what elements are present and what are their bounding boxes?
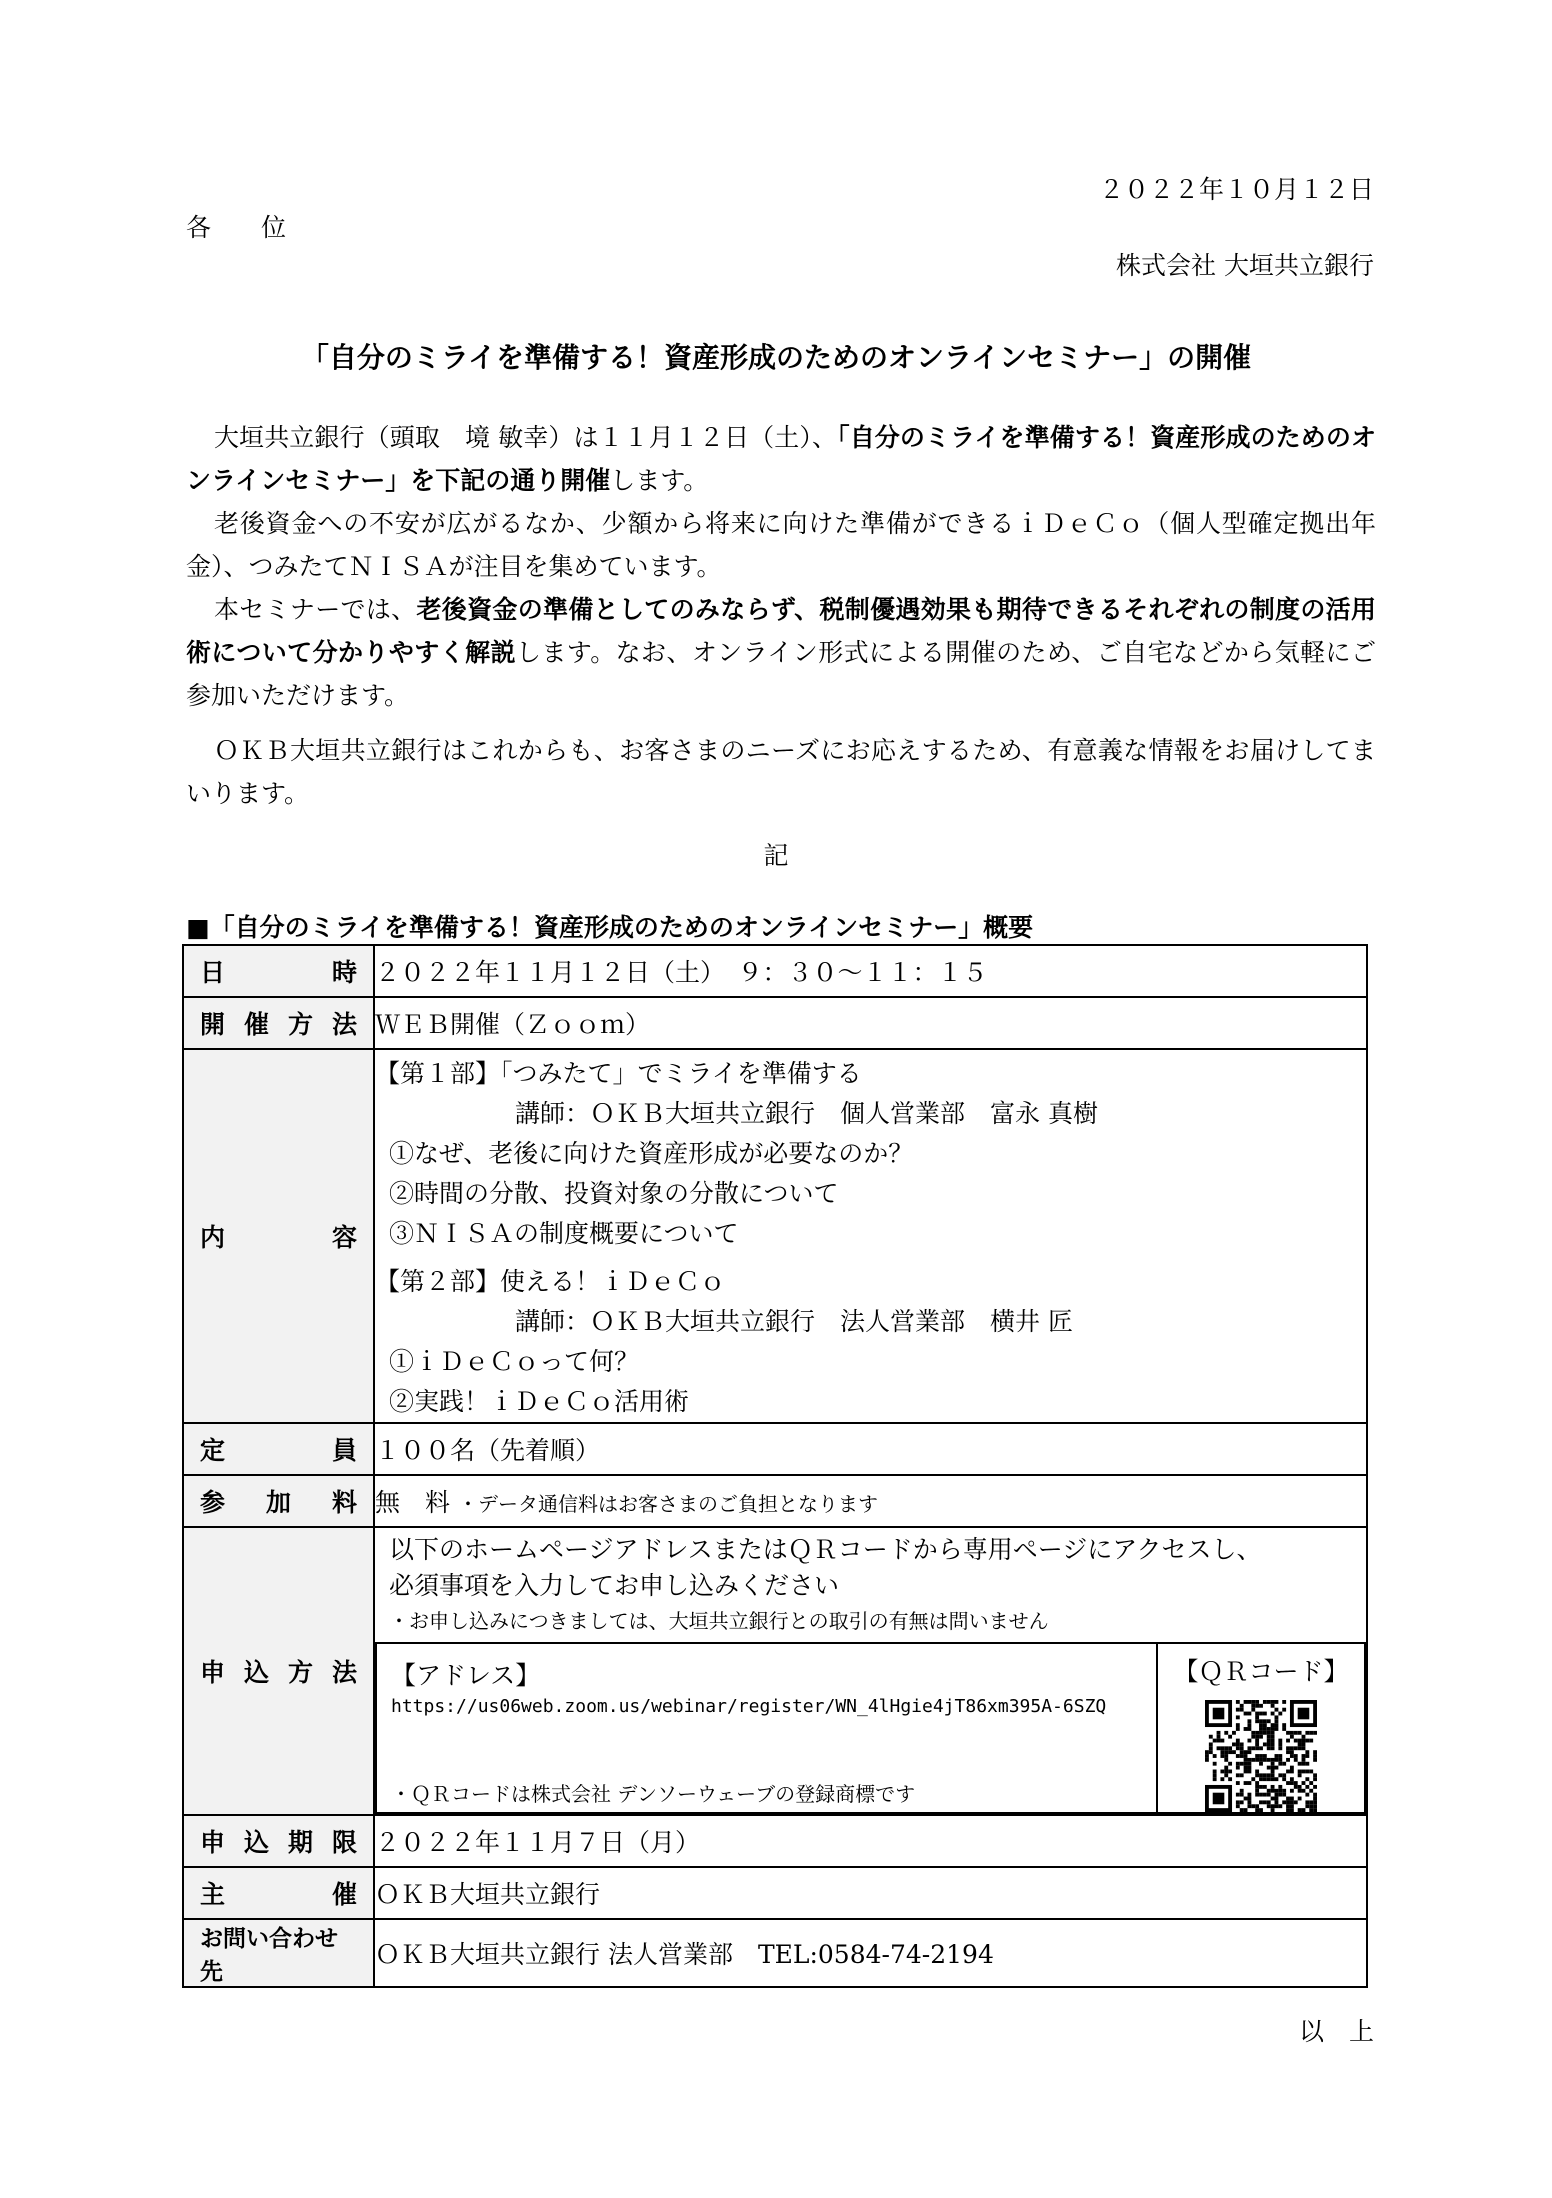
label-content: 内 容 [183,1049,374,1423]
row-apply [183,1527,1367,1815]
apply-line-1: 以下のホームページアドレスまたはＱＲコードから専用ページにアクセスし、 [389,1535,1262,1564]
p3-text-c: します。なお、オンライン形式による開催のため、ご自宅などから気軽にご参加いただけます。 [186,638,1376,710]
qr-label: 【ＱＲコード】 [1173,1657,1349,1686]
p1-text-c: します。 [610,466,709,495]
label-apply: 申 込 方 法 [183,1527,374,1815]
registration-url[interactable]: https://us06web.zoom.us/webinar/register/WN_4lHgie4jT86xm395A-6SZQ [391,1695,1107,1717]
row-host [183,1867,1367,1919]
part2-lecturer: 講師：ＯＫＢ大垣共立銀行 法人営業部 横井 匠 [515,1307,1073,1336]
qr-trademark-note: ・ＱＲコードは株式会社 デンソーウェーブの登録商標です [391,1781,916,1806]
label-capacity: 定 員 [183,1423,374,1475]
p3-text-a: 本セミナーでは、 [214,595,417,624]
issuer: 株式会社 大垣共立銀行 [1116,251,1374,280]
part1-title: 【第１部】「つみたて」でミライを準備する [375,1059,862,1088]
part2-item: ①ｉＤｅＣｏって何？ [389,1347,640,1376]
label-host: 主 催 [183,1867,374,1919]
fee-value: 無 料 [375,1488,451,1517]
paragraph-1 [186,416,1376,502]
label-datetime: 日 時 [183,945,374,997]
addressee: 各 位 [186,213,287,242]
label-fee: 参 加 料 [183,1475,374,1527]
p1-text-bold: 「自分のミライを準備する！資産形成のためのオンラインセミナー」を下記の通り開催 [186,423,1376,495]
apply-line-2: 必須事項を入力してお申し込みください [389,1571,840,1600]
part1-lecturer: 講師：ＯＫＢ大垣共立銀行 個人営業部 富永 真樹 [515,1099,1098,1128]
closing-mark: 以 上 [1298,2017,1374,2046]
value-content [374,1049,1367,1423]
part2-item: ②実践！ｉＤｅＣｏ活用術 [389,1387,690,1416]
overview-table [182,944,1368,1988]
value-fee [374,1475,1367,1527]
value-contact: ＯＫＢ大垣共立銀行 法人営業部 TEL:0584-74-2194 [374,1919,1367,1987]
label-contact: お問い合わせ先 [183,1919,374,1987]
document-title: 「自分のミライを準備する！資産形成のためのオンラインセミナー」の開催 [300,341,1252,374]
overview-heading: ■「自分のミライを準備する！資産形成のためのオンラインセミナー」概要 [186,913,1034,942]
label-deadline: 申 込 期 限 [183,1815,374,1867]
row-content [183,1049,1367,1423]
part1-item: ③ＮＩＳＡの制度概要について [389,1219,739,1248]
value-host: ＯＫＢ大垣共立銀行 [374,1867,1367,1919]
qr-code-icon[interactable] [1205,1700,1317,1812]
paragraph-2: 老後資金への不安が広がるなか、少額から将来に向けた準備ができるｉＤｅＣｏ（個人型確定拠出年金）、つみたてＮＩＳＡが注目を集めています。 [186,509,1376,581]
part1-item: ①なぜ、老後に向けた資産形成が必要なのか？ [389,1139,914,1168]
value-capacity: １００名（先着順） [374,1423,1367,1475]
row-deadline [183,1815,1367,1867]
body-text [186,416,1376,815]
part1-item: ②時間の分散、投資対象の分散について [389,1179,839,1208]
fee-note: ・データ通信料はお客さまのご負担となります [457,1492,878,1516]
p3-text-bold: 老後資金の準備としてのみならず、税制優遇効果も期待できるそれぞれの制度の活用術について分かりやすく解説 [186,595,1376,667]
p1-text-a: 大垣共立銀行（頭取 境 敏幸）は１１月１２日（土）、 [214,423,838,452]
value-datetime: ２０２２年１１月１２日（土） ９：３０～１１：１５ [374,945,1367,997]
row-capacity [183,1423,1367,1475]
row-fee [183,1475,1367,1527]
paragraph-4: ＯＫＢ大垣共立銀行はこれからも、お客さまのニーズにお応えするため、有意義な情報をお届けしてまいります。 [186,736,1376,808]
part2-title: 【第２部】使える！ｉＤｅＣｏ [375,1267,726,1296]
apply-note: ・お申し込みにつきましては、大垣共立銀行との取引の有無は問いません [389,1609,1049,1633]
row-contact [183,1919,1367,1987]
value-deadline: ２０２２年１１月７日（月） [374,1815,1367,1867]
row-method [183,997,1367,1049]
row-datetime [183,945,1367,997]
ki-mark: 記 [763,841,789,870]
value-apply [374,1527,1367,1815]
value-method: ＷＥＢ開催（Ｚｏｏｍ） [374,997,1367,1049]
document-date: ２０２２年１０月１２日 [1098,175,1374,204]
label-method: 開 催 方 法 [183,997,374,1049]
address-label: 【アドレス】 [391,1660,541,1690]
paragraph-3 [186,588,1376,717]
